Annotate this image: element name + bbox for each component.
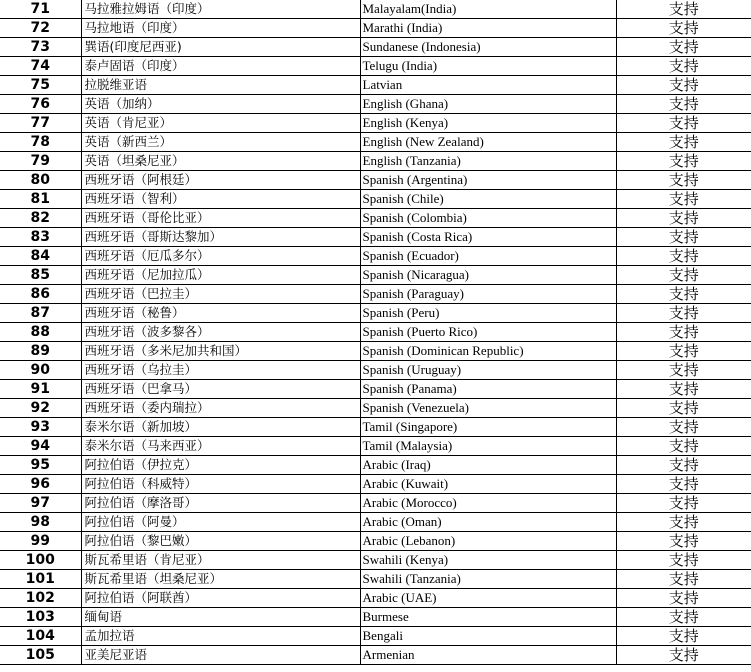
chinese-language-cell[interactable]: 马拉雅拉姆语（印度）	[81, 0, 360, 19]
support-status-cell[interactable]: 支持	[616, 437, 751, 456]
row-number-cell[interactable]: 91	[0, 380, 81, 399]
english-language-cell[interactable]: Spanish (Dominican Republic)	[360, 342, 616, 361]
support-status-cell[interactable]: 支持	[616, 475, 751, 494]
table-row	[0, 342, 751, 361]
chinese-language-cell[interactable]: 西班牙语（波多黎各）	[81, 323, 360, 342]
chinese-language-cell[interactable]: 西班牙语（尼加拉瓜）	[81, 266, 360, 285]
row-number-cell[interactable]: 87	[0, 304, 81, 323]
row-number-cell[interactable]: 71	[0, 0, 81, 19]
chinese-language-cell[interactable]: 西班牙语（委内瑞拉）	[81, 399, 360, 418]
support-status-cell[interactable]: 支持	[616, 19, 751, 38]
row-number-cell[interactable]: 72	[0, 19, 81, 38]
english-language-cell[interactable]: English (Tanzania)	[360, 152, 616, 171]
row-number-cell[interactable]: 79	[0, 152, 81, 171]
chinese-language-cell[interactable]: 西班牙语（巴拿马）	[81, 380, 360, 399]
row-number-cell[interactable]: 74	[0, 57, 81, 76]
english-language-cell[interactable]: Swahili (Kenya)	[360, 551, 616, 570]
chinese-language-cell[interactable]: 亚美尼亚语	[81, 646, 360, 665]
chinese-language-cell[interactable]: 西班牙语（秘鲁）	[81, 304, 360, 323]
support-status-cell[interactable]: 支持	[616, 342, 751, 361]
chinese-language-cell[interactable]: 阿拉伯语（科威特）	[81, 475, 360, 494]
table-row	[0, 589, 751, 608]
row-number-cell[interactable]: 80	[0, 171, 81, 190]
row-number-cell[interactable]: 100	[0, 551, 81, 570]
english-language-cell[interactable]: Spanish (Costa Rica)	[360, 228, 616, 247]
support-status-cell[interactable]: 支持	[616, 627, 751, 646]
table-row	[0, 19, 751, 38]
support-status-cell[interactable]: 支持	[616, 513, 751, 532]
support-status-cell[interactable]: 支持	[616, 589, 751, 608]
table-row	[0, 190, 751, 209]
row-number-cell[interactable]: 95	[0, 456, 81, 475]
table-row	[0, 133, 751, 152]
table-row	[0, 285, 751, 304]
chinese-language-cell[interactable]: 英语（加纳）	[81, 95, 360, 114]
english-language-cell[interactable]: Bengali	[360, 627, 616, 646]
table-row	[0, 456, 751, 475]
chinese-language-cell[interactable]: 阿拉伯语（阿曼）	[81, 513, 360, 532]
chinese-language-cell[interactable]: 斯瓦希里语（肯尼亚）	[81, 551, 360, 570]
support-status-cell[interactable]: 支持	[616, 304, 751, 323]
english-language-cell[interactable]: Arabic (Oman)	[360, 513, 616, 532]
chinese-language-cell[interactable]: 阿拉伯语（摩洛哥）	[81, 494, 360, 513]
table-row	[0, 646, 751, 665]
support-status-cell[interactable]: 支持	[616, 418, 751, 437]
english-language-cell[interactable]: Tamil (Singapore)	[360, 418, 616, 437]
table-row	[0, 57, 751, 76]
chinese-language-cell[interactable]: 阿拉伯语（阿联酋）	[81, 589, 360, 608]
row-number-cell[interactable]: 78	[0, 133, 81, 152]
table-row	[0, 228, 751, 247]
table-row	[0, 570, 751, 589]
chinese-language-cell[interactable]: 巽语(印度尼西亚)	[81, 38, 360, 57]
table-row	[0, 266, 751, 285]
table-row	[0, 247, 751, 266]
row-number-cell[interactable]: 99	[0, 532, 81, 551]
row-number-cell[interactable]: 89	[0, 342, 81, 361]
english-language-cell[interactable]: Tamil (Malaysia)	[360, 437, 616, 456]
support-status-cell[interactable]: 支持	[616, 608, 751, 627]
english-language-cell[interactable]: Telugu (India)	[360, 57, 616, 76]
support-status-cell[interactable]: 支持	[616, 209, 751, 228]
chinese-language-cell[interactable]: 缅甸语	[81, 608, 360, 627]
support-status-cell[interactable]: 支持	[616, 570, 751, 589]
chinese-language-cell[interactable]: 西班牙语（厄瓜多尔）	[81, 247, 360, 266]
row-number-cell[interactable]: 84	[0, 247, 81, 266]
english-language-cell[interactable]: Spanish (Argentina)	[360, 171, 616, 190]
chinese-language-cell[interactable]: 阿拉伯语（伊拉克）	[81, 456, 360, 475]
english-language-cell[interactable]: Spanish (Ecuador)	[360, 247, 616, 266]
table-row	[0, 209, 751, 228]
table-row	[0, 494, 751, 513]
english-language-cell[interactable]: Spanish (Nicaragua)	[360, 266, 616, 285]
table-row	[0, 380, 751, 399]
row-number-cell[interactable]: 98	[0, 513, 81, 532]
support-status-cell[interactable]: 支持	[616, 133, 751, 152]
table-row	[0, 95, 751, 114]
chinese-language-cell[interactable]: 西班牙语（乌拉圭）	[81, 361, 360, 380]
row-number-cell[interactable]: 101	[0, 570, 81, 589]
english-language-cell[interactable]: Armenian	[360, 646, 616, 665]
support-status-cell[interactable]: 支持	[616, 152, 751, 171]
english-language-cell[interactable]: Swahili (Tanzania)	[360, 570, 616, 589]
english-language-cell[interactable]: Spanish (Peru)	[360, 304, 616, 323]
chinese-language-cell[interactable]: 泰米尔语（新加坡）	[81, 418, 360, 437]
table-row	[0, 399, 751, 418]
row-number-cell[interactable]: 105	[0, 646, 81, 665]
support-status-cell[interactable]: 支持	[616, 171, 751, 190]
table-row	[0, 532, 751, 551]
english-language-cell[interactable]: Spanish (Puerto Rico)	[360, 323, 616, 342]
table-row	[0, 171, 751, 190]
chinese-language-cell[interactable]: 马拉地语（印度）	[81, 19, 360, 38]
chinese-language-cell[interactable]: 英语（肯尼亚）	[81, 114, 360, 133]
row-number-cell[interactable]: 73	[0, 38, 81, 57]
support-status-cell[interactable]: 支持	[616, 114, 751, 133]
row-number-cell[interactable]: 83	[0, 228, 81, 247]
chinese-language-cell[interactable]: 拉脱维亚语	[81, 76, 360, 95]
table-row	[0, 551, 751, 570]
table-row	[0, 76, 751, 95]
support-status-cell[interactable]: 支持	[616, 57, 751, 76]
chinese-language-cell[interactable]: 英语（坦桑尼亚）	[81, 152, 360, 171]
table-row	[0, 475, 751, 494]
row-number-cell[interactable]: 94	[0, 437, 81, 456]
english-language-cell[interactable]: Sundanese (Indonesia)	[360, 38, 616, 57]
chinese-language-cell[interactable]: 斯瓦希里语（坦桑尼亚）	[81, 570, 360, 589]
row-number-cell[interactable]: 75	[0, 76, 81, 95]
english-language-cell[interactable]: Latvian	[360, 76, 616, 95]
english-language-cell[interactable]: Spanish (Chile)	[360, 190, 616, 209]
table-row	[0, 152, 751, 171]
english-language-cell[interactable]: Spanish (Venezuela)	[360, 399, 616, 418]
row-number-cell[interactable]: 104	[0, 627, 81, 646]
chinese-language-cell[interactable]: 西班牙语（哥斯达黎加）	[81, 228, 360, 247]
support-status-cell[interactable]: 支持	[616, 646, 751, 665]
row-number-cell[interactable]: 103	[0, 608, 81, 627]
support-status-cell[interactable]: 支持	[616, 494, 751, 513]
chinese-language-cell[interactable]: 西班牙语（阿根廷）	[81, 171, 360, 190]
english-language-cell[interactable]: Burmese	[360, 608, 616, 627]
chinese-language-cell[interactable]: 西班牙语（哥伦比亚）	[81, 209, 360, 228]
english-language-cell[interactable]: Spanish (Uruguay)	[360, 361, 616, 380]
chinese-language-cell[interactable]: 孟加拉语	[81, 627, 360, 646]
chinese-language-cell[interactable]: 西班牙语（多米尼加共和国）	[81, 342, 360, 361]
support-status-cell[interactable]: 支持	[616, 532, 751, 551]
row-number-cell[interactable]: 82	[0, 209, 81, 228]
table-row	[0, 114, 751, 133]
english-language-cell[interactable]: Arabic (Kuwait)	[360, 475, 616, 494]
table-row	[0, 418, 751, 437]
english-language-cell[interactable]: Arabic (UAE)	[360, 589, 616, 608]
english-language-cell[interactable]: English (Ghana)	[360, 95, 616, 114]
table-row	[0, 437, 751, 456]
support-status-cell[interactable]: 支持	[616, 551, 751, 570]
table-row	[0, 323, 751, 342]
table-row	[0, 361, 751, 380]
table-row	[0, 304, 751, 323]
support-status-cell[interactable]: 支持	[616, 361, 751, 380]
support-status-cell[interactable]: 支持	[616, 266, 751, 285]
english-language-cell[interactable]: Malayalam(India)	[360, 0, 616, 19]
row-number-cell[interactable]: 92	[0, 399, 81, 418]
english-language-cell[interactable]: Marathi (India)	[360, 19, 616, 38]
support-status-cell[interactable]: 支持	[616, 228, 751, 247]
english-language-cell[interactable]: Arabic (Lebanon)	[360, 532, 616, 551]
support-status-cell[interactable]: 支持	[616, 38, 751, 57]
row-number-cell[interactable]: 81	[0, 190, 81, 209]
row-number-cell[interactable]: 77	[0, 114, 81, 133]
support-status-cell[interactable]: 支持	[616, 247, 751, 266]
support-status-cell[interactable]: 支持	[616, 323, 751, 342]
support-status-cell[interactable]: 支持	[616, 190, 751, 209]
table-row	[0, 0, 751, 19]
support-status-cell[interactable]: 支持	[616, 95, 751, 114]
english-language-cell[interactable]: English (Kenya)	[360, 114, 616, 133]
support-status-cell[interactable]: 支持	[616, 76, 751, 95]
chinese-language-cell[interactable]: 英语（新西兰）	[81, 133, 360, 152]
chinese-language-cell[interactable]: 泰米尔语（马来西亚）	[81, 437, 360, 456]
row-number-cell[interactable]: 85	[0, 266, 81, 285]
row-number-cell[interactable]: 88	[0, 323, 81, 342]
chinese-language-cell[interactable]: 西班牙语（巴拉圭）	[81, 285, 360, 304]
support-status-cell[interactable]: 支持	[616, 456, 751, 475]
row-number-cell[interactable]: 86	[0, 285, 81, 304]
table-row	[0, 608, 751, 627]
chinese-language-cell[interactable]: 西班牙语（智利）	[81, 190, 360, 209]
row-number-cell[interactable]: 93	[0, 418, 81, 437]
support-status-cell[interactable]: 支持	[616, 0, 751, 19]
table-row	[0, 513, 751, 532]
row-number-cell[interactable]: 97	[0, 494, 81, 513]
row-number-cell[interactable]: 76	[0, 95, 81, 114]
english-language-cell[interactable]: Spanish (Paraguay)	[360, 285, 616, 304]
table-row	[0, 627, 751, 646]
english-language-cell[interactable]: Spanish (Panama)	[360, 380, 616, 399]
chinese-language-cell[interactable]: 泰卢固语（印度）	[81, 57, 360, 76]
support-status-cell[interactable]: 支持	[616, 285, 751, 304]
row-number-cell[interactable]: 90	[0, 361, 81, 380]
support-status-cell[interactable]: 支持	[616, 399, 751, 418]
row-number-cell[interactable]: 96	[0, 475, 81, 494]
english-language-cell[interactable]: Spanish (Colombia)	[360, 209, 616, 228]
english-language-cell[interactable]: Arabic (Iraq)	[360, 456, 616, 475]
chinese-language-cell[interactable]: 阿拉伯语（黎巴嫩）	[81, 532, 360, 551]
table-row	[0, 38, 751, 57]
english-language-cell[interactable]: Arabic (Morocco)	[360, 494, 616, 513]
support-status-cell[interactable]: 支持	[616, 380, 751, 399]
english-language-cell[interactable]: English (New Zealand)	[360, 133, 616, 152]
row-number-cell[interactable]: 102	[0, 589, 81, 608]
